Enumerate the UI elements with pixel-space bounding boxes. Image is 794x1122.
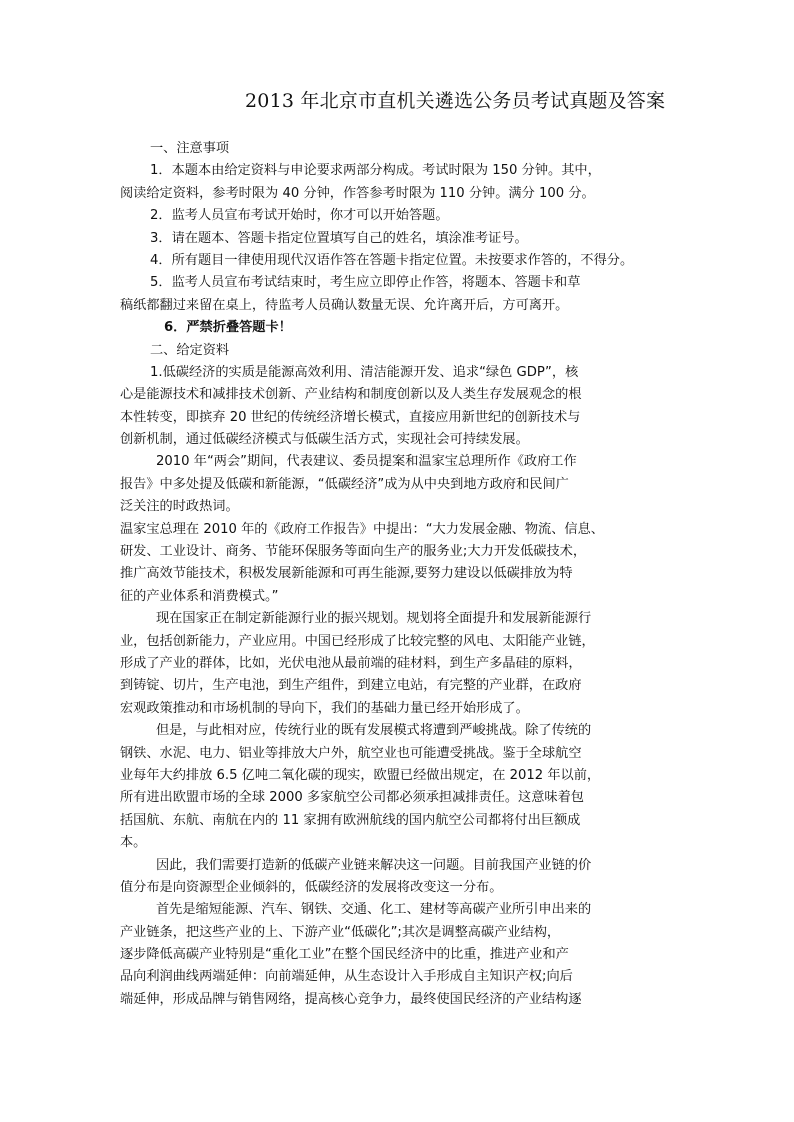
- text-line: 值分布是向资源型企业倾斜的，低碳经济的发展将改变这一分布。: [120, 879, 503, 895]
- text-line: 因此，我们需要打造新的低碳产业链来解决这一问题。目前我国产业链的价: [156, 857, 592, 873]
- text-line: 首先是缩短能源、汽车、钢铁、交通、化工、建材等高碳产业所引申出来的: [156, 902, 592, 918]
- text-line: 所有进出欧盟市场的全球 2000 多家航空公司都必须承担减排责任。这意味着包: [120, 790, 584, 806]
- text-line: 产业链条，把这些产业的上、下游产业“低碳化”;其次是调整高碳产业结构，: [120, 924, 561, 940]
- text-line: 3．请在题本、答题卡指定位置填写自己的姓名，填涂准考证号。: [150, 230, 528, 246]
- text-line: 创新机制，通过低碳经济模式与低碳生活方式，实现社会可持续发展。: [120, 432, 529, 448]
- text-line: 征的产业体系和消费模式。”: [120, 588, 279, 604]
- text-line: 报告》中多处提及低碳和新能源，“低碳经济”成为从中央到地方政府和民间广: [120, 476, 569, 492]
- section-heading-materials: 二、给定资料: [150, 342, 230, 358]
- text-line: 4．所有题目一律使用现代汉语作答在答题卡指定位置。未按要求作答的，不得分。: [150, 252, 634, 268]
- text-line-bold: 6．严禁折叠答题卡！: [164, 320, 292, 336]
- text-line: 到铸锭、切片，生产电池，到生产组件，到建立电站，有完整的产业群，在政府: [120, 678, 582, 694]
- text-line: 1．本题本由给定资料与申论要求两部分构成。考试时限为 150 分钟。其中，: [150, 163, 601, 179]
- text-line: 阅读给定资料，参考时限为 40 分钟，作答参考时限为 110 分钟。满分 100 分。: [120, 185, 595, 201]
- text-line: 业每年大约排放 6.5 亿吨二氧化碳的现实，欧盟已经做出规定，在 2012 年以前，: [120, 767, 601, 783]
- text-line: 括国航、东航、南航在内的 11 家拥有欧洲航线的国内航空公司都将付出巨额成: [120, 812, 581, 828]
- text-line: 本。: [120, 835, 147, 851]
- text-line: 端延伸，形成品牌与销售网络，提高核心竞争力，最终使国民经济的产业结构逐: [120, 991, 582, 1007]
- page-title: 2013 年北京市直机关遴选公务员考试真题及答案: [245, 90, 666, 112]
- text-line: 钢铁、水泥、电力、铝业等排放大户外，航空业也可能遭受挑战。鉴于全球航空: [120, 745, 582, 761]
- document-body: [120, 138, 635, 1011]
- text-line: 1.低碳经济的实质是能源高效利用、清洁能源开发、追求“绿色 GDP”，核: [150, 364, 579, 380]
- text-line: 形成了产业的群体，比如，光伏电池从最前端的硅材料，到生产多晶硅的原料，: [120, 655, 582, 671]
- text-line: 但是，与此相对应，传统行业的既有发展模式将遭到严峻挑战。除了传统的: [156, 723, 592, 739]
- text-line: 2．监考人员宣布考试开始时，你才可以开始答题。: [150, 208, 449, 224]
- text-line: 研发、工业设计、商务、节能环保服务等面向生产的服务业;大力开发低碳技术，: [120, 544, 587, 560]
- text-line: 宏观政策推动和市场机制的导向下，我们的基础力量已经开始形成了。: [120, 700, 529, 716]
- text-line: 业，包括创新能力，产业应用。中国已经形成了比较完整的风电、太阳能产业链，: [120, 633, 595, 649]
- text-line: 逐步降低高碳产业特别是“重化工业”在整个国民经济中的比重，推进产业和产: [120, 947, 569, 963]
- text-line: 本性转变，即摈弃 20 世纪的传统经济增长模式，直接应用新世纪的创新技术与: [120, 409, 581, 425]
- section-heading-notes: 一、注意事项: [150, 141, 230, 156]
- text-line: 推广高效节能技术，积极发展新能源和可再生能源,要努力建设以低碳排放为特: [120, 566, 573, 582]
- text-line: 温家宝总理在 2010 年的《政府工作报告》中提出：“大力发展金融、物流、信息、: [120, 521, 604, 537]
- text-line: 5．监考人员宣布考试结束时，考生应立即停止作答，将题本、答题卡和草: [150, 275, 581, 291]
- text-line: 现在国家正在制定新能源行业的振兴规划。规划将全面提升和发展新能源行: [156, 611, 592, 627]
- text-line: 泛关注的时政热词。: [120, 499, 239, 515]
- text-line: 稿纸都翻过来留在桌上，待监考人员确认数量无误、允许离开后，方可离开。: [120, 297, 569, 313]
- text-line: 品向利润曲线两端延伸：向前端延伸，从生态设计入手形成自主知识产权;向后: [120, 969, 573, 985]
- text-line: 心是能源技术和减排技术创新、产业结构和制度创新以及人类生存发展观念的根: [120, 387, 582, 403]
- text-line: 2010 年“两会”期间，代表建议、委员提案和温家宝总理所作《政府工作: [156, 454, 577, 470]
